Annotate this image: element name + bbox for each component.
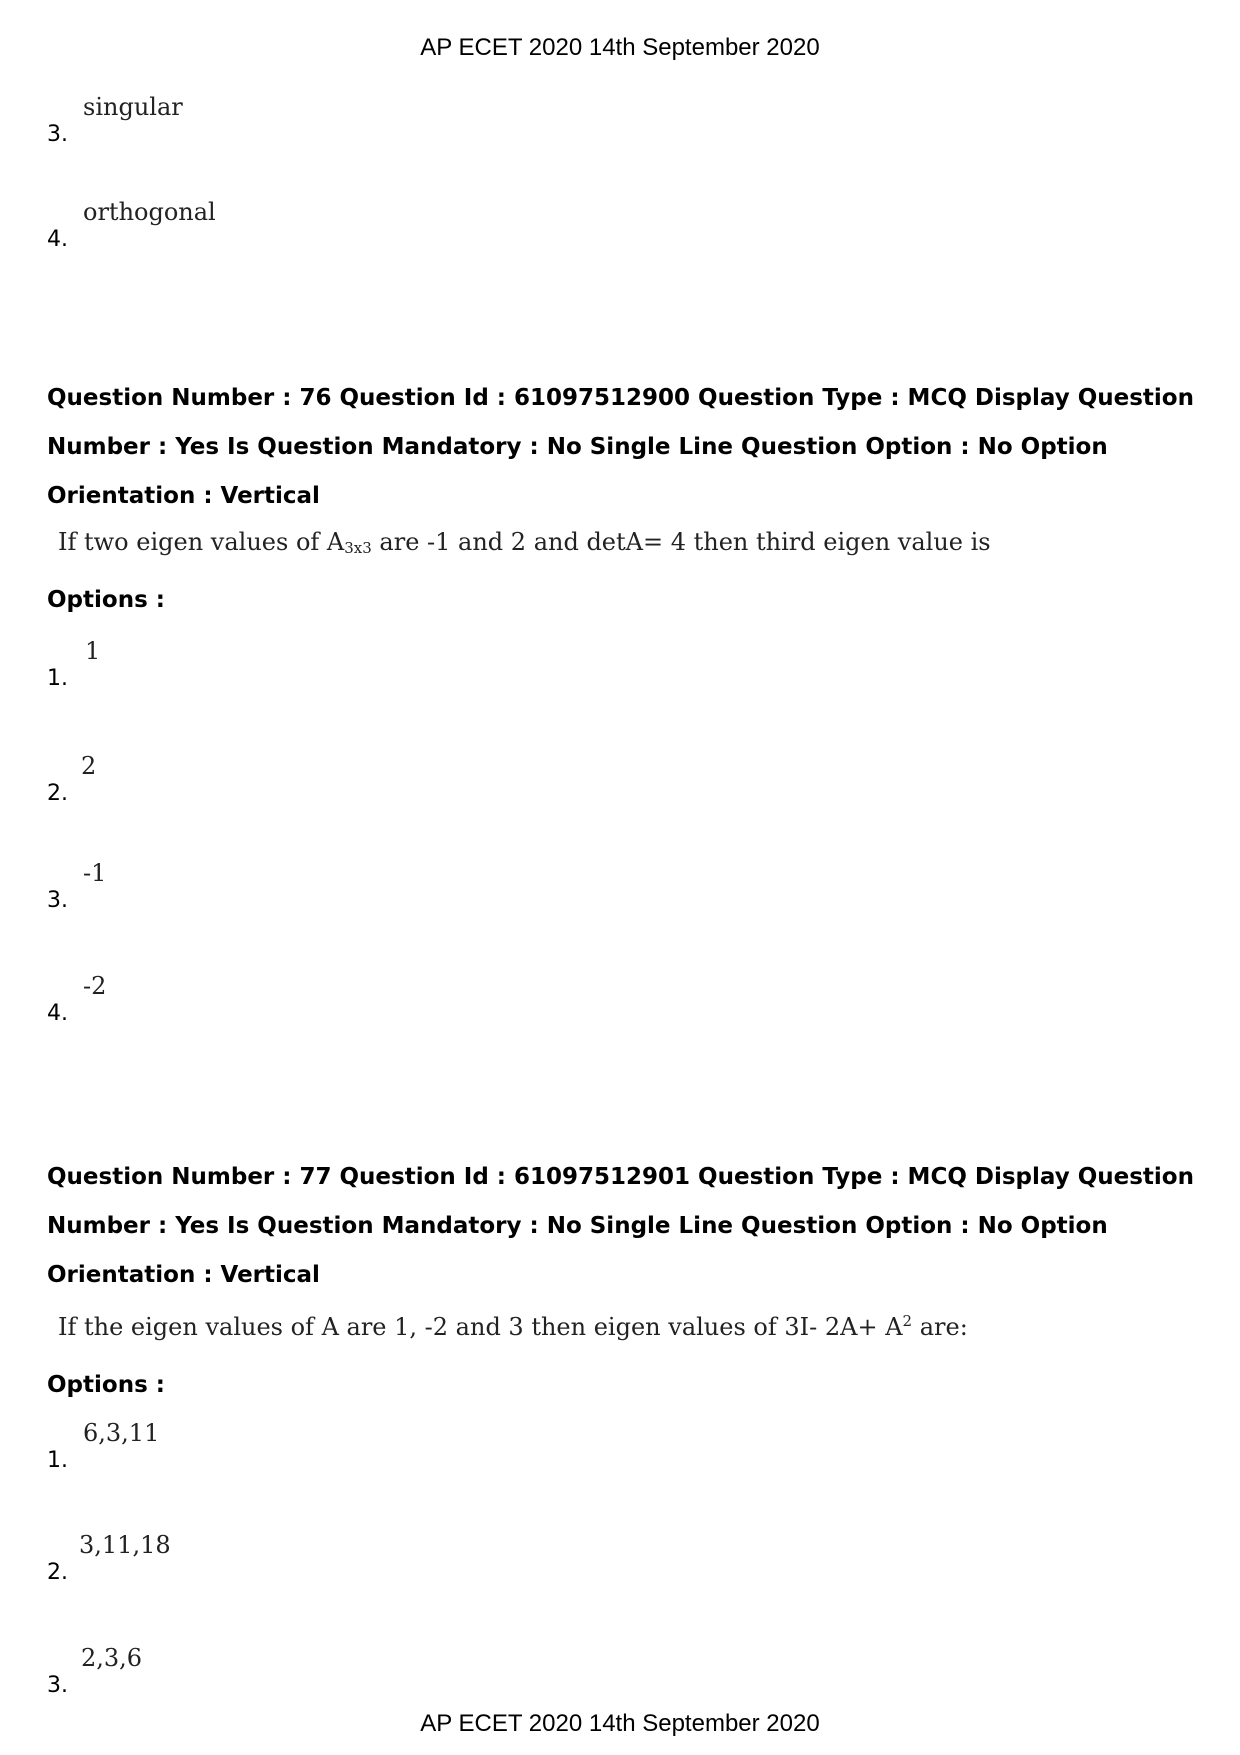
options-label: Options : <box>47 1372 165 1398</box>
question-77-meta <box>47 1153 1197 1300</box>
meta-line: Orientation : Vertical <box>47 483 320 509</box>
option-number: 3. <box>47 888 68 913</box>
question-text-superscript: 2 <box>902 1312 913 1330</box>
question-text-subscript: 3x3 <box>344 539 372 557</box>
option-number: 4. <box>47 1001 68 1026</box>
option-value: -1 <box>83 859 107 887</box>
option-value: 2 <box>81 752 97 780</box>
option-number: 4. <box>47 227 68 252</box>
meta-line: Orientation : Vertical <box>47 1262 320 1288</box>
option-number: 3. <box>47 1673 68 1698</box>
option-number: 1. <box>47 1448 68 1473</box>
option-number: 3. <box>47 122 68 147</box>
option-number: 2. <box>47 1560 68 1585</box>
question-76-meta <box>47 374 1197 521</box>
question-text-part: If the eigen values of A are 1, -2 and 3 then eigen values of 3I- 2A+ A <box>58 1313 903 1341</box>
meta-line: Number : Yes Is Question Mandatory : No Single Line Question Option : No Option <box>47 434 1108 460</box>
question-76-text <box>58 527 991 563</box>
options-label: Options : <box>47 587 165 613</box>
option-value: 2,3,6 <box>81 1644 143 1672</box>
option-value: 6,3,11 <box>83 1419 160 1447</box>
page-footer: AP ECET 2020 14th September 2020 <box>420 1710 820 1737</box>
question-text-part: are -1 and 2 and detA= 4 then third eigen value is <box>371 528 991 556</box>
option-value: orthogonal <box>83 198 216 226</box>
meta-line: Question Number : 76 Question Id : 61097512900 Question Type : MCQ Display Question <box>47 385 1194 411</box>
meta-line: Number : Yes Is Question Mandatory : No Single Line Question Option : No Option <box>47 1213 1108 1239</box>
page-header: AP ECET 2020 14th September 2020 <box>420 34 820 61</box>
option-value: -2 <box>83 972 107 1000</box>
option-value: singular <box>83 93 183 121</box>
question-text-part: are: <box>912 1313 968 1341</box>
option-value: 3,11,18 <box>79 1531 171 1559</box>
meta-line: Question Number : 77 Question Id : 61097512901 Question Type : MCQ Display Question <box>47 1164 1194 1190</box>
question-text-part: If two eigen values of A <box>58 528 345 556</box>
option-number: 1. <box>47 666 68 691</box>
option-number: 2. <box>47 781 68 806</box>
question-77-text <box>58 1306 968 1342</box>
option-value: 1 <box>85 637 101 665</box>
